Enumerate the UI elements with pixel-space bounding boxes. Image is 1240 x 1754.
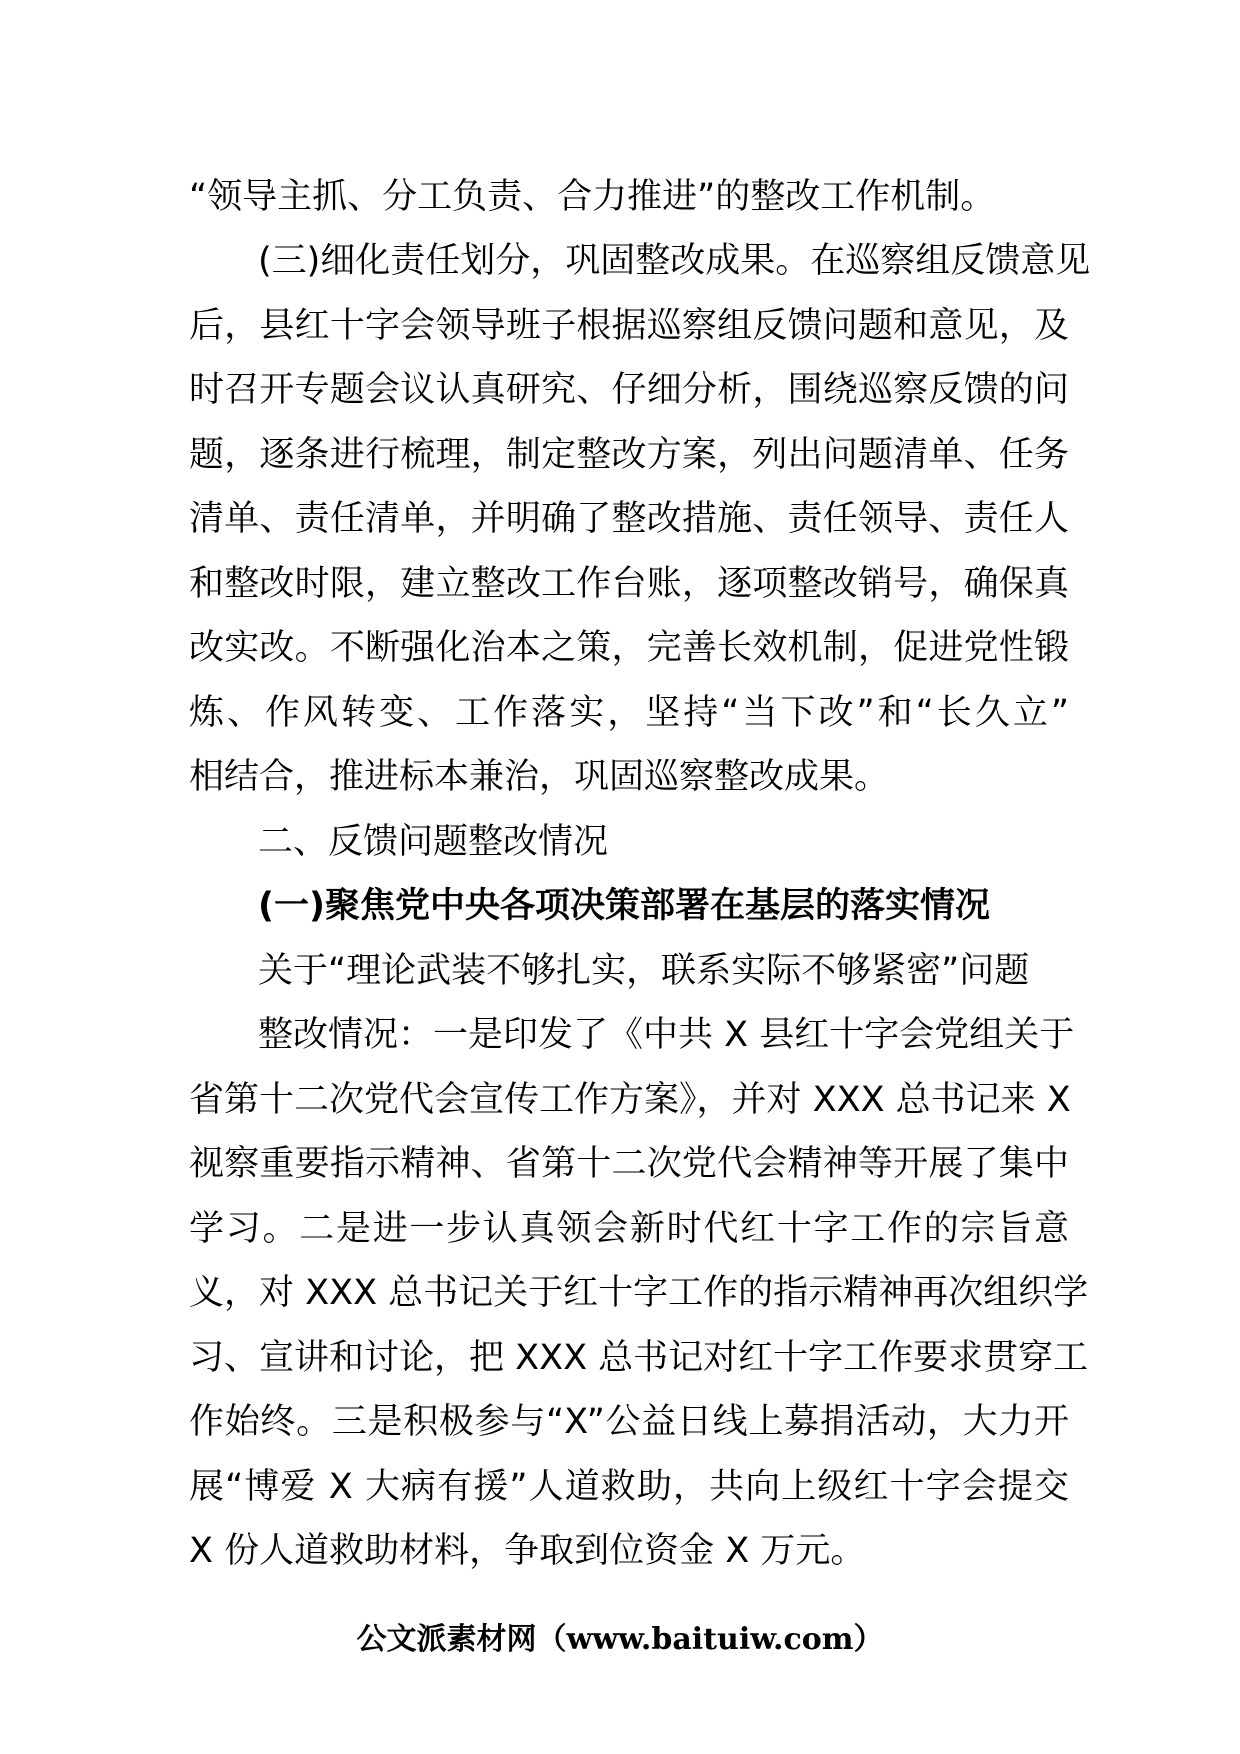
- text-line: 清单、责任清单，并明确了整改措施、责任领导、责任人: [189, 499, 1069, 539]
- text-line: “领导主抓、分工负责、合力推进”的整改工作机制。: [189, 177, 996, 217]
- text-line: 后，县红十字会领导班子根据巡察组反馈问题和意见，及: [189, 306, 1069, 346]
- section-heading-line: (三)细化责任划分，巩固整改成果。在巡察组反馈意见: [258, 241, 1091, 281]
- text-line: 改实改。不断强化治本之策，完善长效机制，促进党性锻: [189, 628, 1069, 668]
- text-line: 作始终。三是积极参与“X”公益日线上募捐活动，大力开: [189, 1402, 1069, 1442]
- text-line: 习、宣讲和讨论，把 XXX 总书记对红十字工作要求贯穿工: [189, 1338, 1089, 1378]
- text-line: 题，逐条进行梳理，制定整改方案，列出问题清单、任务: [189, 435, 1069, 475]
- text-line: X 份人道救助材料，争取到位资金 X 万元。: [189, 1531, 866, 1571]
- text-line: 炼、作风转变、工作落实，坚持“当下改”和“长久立”: [189, 693, 1069, 733]
- text-line: 义，对 XXX 总书记关于红十字工作的指示精神再次组织学: [189, 1273, 1089, 1313]
- text-line: 时召开专题会议认真研究、仔细分析，围绕巡察反馈的问: [189, 370, 1069, 410]
- text-line: 学习。二是进一步认真领会新时代红十字工作的宗旨意: [189, 1209, 1069, 1249]
- footer-watermark: 公文派素材网（www.baituiw.com）: [356, 1622, 884, 1657]
- section-title: 二、反馈问题整改情况: [258, 822, 609, 862]
- text-line: 省第十二次党代会宣传工作方案》，并对 XXX 总书记来 X: [189, 1080, 1071, 1120]
- issue-title: 关于“理论武装不够扎实，联系实际不够紧密”问题: [258, 951, 1030, 991]
- text-line: 相结合，推进标本兼治，巩固巡察整改成果。: [189, 757, 890, 797]
- subsection-title: (一)聚焦党中央各项决策部署在基层的落实情况: [258, 886, 990, 926]
- text-line: 视察重要指示精神、省第十二次党代会精神等开展了集中: [189, 1144, 1069, 1184]
- text-line: 整改情况：一是印发了《中共 X 县红十字会党组关于: [258, 1015, 1075, 1055]
- text-line: 展“博爱 X 大病有援”人道救助，共向上级红十字会提交: [189, 1467, 1069, 1507]
- text-line: 和整改时限，建立整改工作台账，逐项整改销号，确保真: [189, 564, 1069, 604]
